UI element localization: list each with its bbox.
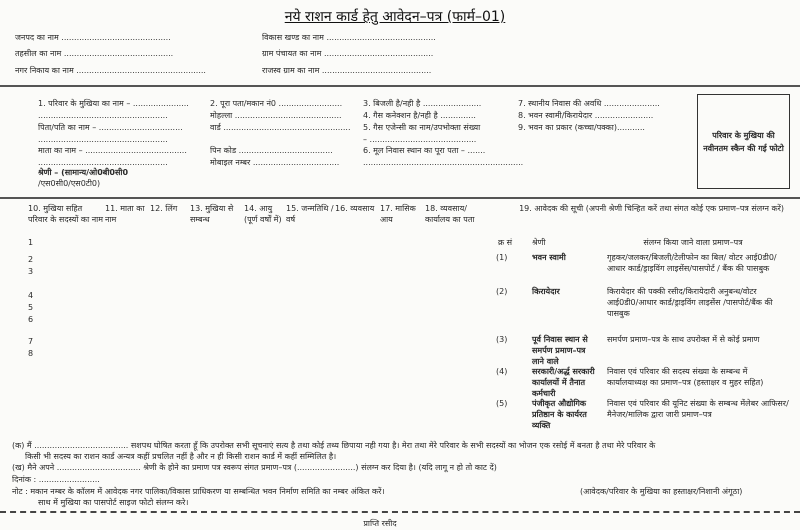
mother-name-field[interactable]: माता का नाम – ........................................ [38, 146, 187, 155]
applicant-row-number[interactable]: (2) [496, 287, 508, 296]
receipt-heading: प्राप्ति रसीद [363, 519, 397, 528]
mohalla-field[interactable]: मोहल्ला .......................................... [210, 111, 342, 120]
member-row-number: 7 [28, 337, 34, 346]
declaration-ka: (क) मैं ..................................... सशपथ घोषित करता हूँ कि उपरोक्त सभी सूचनाएं सत्य है तथा कोई तथ्य छिपाया नही गया है। मेरा तथा मेरे परिवार के सभी सदस्यों का भोजन एक रसोई में बनता है तथा मेरे परिवार के [12, 441, 656, 450]
applicant-row-document: समर्पण प्रमाण–पत्र के साथ उपरोक्त में से कोई प्रमाण [607, 335, 760, 344]
address-field[interactable]: 2. पूरा पता/मकान नं0 ......................... [210, 99, 343, 108]
photo-box[interactable]: परिवार के मुखिया की नवीनतम स्कैन की गई फोटो [697, 94, 790, 189]
member-col-header: 16. व्यवसाय [335, 204, 375, 213]
applicant-row-category: पूर्व निवास स्थान से समर्पण प्रमाण–पत्र लाने वाले [532, 335, 588, 366]
mobile-field[interactable]: मोबाइल नम्बर .................................. [210, 158, 340, 167]
applicant-row-number[interactable]: (5) [496, 399, 508, 408]
member-row-number: 4 [28, 291, 34, 300]
building-type-field[interactable]: 9. भवन का प्रकार (कच्चा/पक्का)........... [518, 123, 645, 132]
head-name-line[interactable]: ................................................... [38, 111, 168, 120]
applicant-row-category: किरायेदार [532, 287, 560, 296]
owner-tenant-field[interactable]: 8. भवन स्वामी/किरायेदार ....................... [518, 111, 654, 120]
member-row-number: 2 [28, 255, 34, 264]
vikas-khand-field[interactable]: विकास खण्ड का नाम ........................................... [262, 33, 436, 42]
member-col-header: 14. आयु (पूर्ण वर्षों में) [244, 204, 282, 224]
divider [0, 85, 800, 87]
member-col-header: 10. मुखिया सहित परिवार के सदस्यों का नाम [28, 204, 103, 224]
member-row-number: 5 [28, 303, 34, 312]
gas-connection-field[interactable]: 4. गैस कनेक्शन है/नही है .............. [363, 111, 476, 120]
member-col-header: 17. मासिक आय [380, 204, 416, 224]
father-name-field[interactable]: पिता/पति का नाम – ................................. [38, 123, 183, 132]
date-field[interactable]: दिनांक : ........................ [12, 475, 100, 484]
member-row-number: 3 [28, 267, 34, 276]
gas-agency-field[interactable]: 5. गैस एजेन्सी का नाम/उपभोक्ता संख्या [363, 123, 481, 132]
note-2: साथ में मुखिया का पासपोर्ट साइज फोटो संलग्न करे। [38, 498, 189, 507]
member-col-header: 15. जन्मतिथि /वर्ष [286, 204, 334, 224]
applicant-row-document: किरायेदार की पक्की रसीद/किरायेदारी अनुबन्ध/वोटर आई0डी0/आधार कार्ड/ड्राइविंग लाइसेंस /पासपोर्ट/बैंक की पासबुक [607, 287, 773, 318]
ward-field[interactable]: वार्ड .................................................. [210, 123, 351, 132]
col-document: संलग्न किया जाने वाला प्रमाण–पत्र [643, 238, 743, 247]
declaration-ka-2: किसी भी सदस्य का राशन कार्ड अन्यत्र कहीं प्रचलित नहीं है और न ही किसी राशन कार्ड में कहीं सम्मिलित है। [25, 452, 337, 461]
member-col-header: 11. माता का नाम [105, 204, 145, 224]
form-title: नये राशन कार्ड हेतु आवेदन–पत्र (फार्म–01) [284, 9, 506, 25]
member-row-number: 8 [28, 349, 34, 358]
rajasva-gram-field[interactable]: राजस्व ग्राम का नाम ........................................... [262, 66, 432, 75]
col-category: श्रेणी [532, 238, 546, 247]
mother-name-line[interactable]: ................................................... [38, 158, 168, 167]
member-col-header: 13. मुखिया से सम्बन्ध [190, 204, 234, 224]
applicant-row-number[interactable]: (1) [496, 253, 508, 262]
electricity-field[interactable]: 3. बिजली है/नही है ....................... [363, 99, 482, 108]
member-col-header: 18. व्यवसाय/ कार्यालय का पता [425, 204, 475, 224]
member-row-number: 1 [28, 238, 34, 247]
applicant-row-category: भवन स्वामी [532, 253, 566, 262]
native-address-field[interactable]: 6. मूल निवास स्थान का पूरा पता – ....... [363, 146, 486, 155]
applicant-row-document: निवास एवं परिवार की यूनिट संख्या के सम्बन्ध मेंलेबर आफिसर/मैनेजर/मालिक द्वारा जारी प्रमाण–पत्र [607, 399, 789, 419]
applicant-row-category: पंजीकृत औद्योगिक प्रतिष्ठान के कार्यरत व्यक्ति [532, 399, 587, 430]
nagar-nikay-field[interactable]: नगर निकाय का नाम ................................................... [15, 66, 206, 75]
applicant-row-number[interactable]: (3) [496, 335, 508, 344]
category-field[interactable]: श्रेणी – (सामान्य/ओ0बी0सी0 [38, 168, 129, 177]
applicant-list-heading: 19. आवेदक की सूची (अपनी श्रेणी चिन्हित करें तथा संगत कोई एक प्रमाण–पत्र संलग्न करें) [519, 204, 784, 213]
declaration-kha: (ख) मैने अपने ................................. श्रेणी के होने का प्रमाण पत्र स्वरूप संगत प्रमाण–पत्र (.......................) संलग्न कर दिया है। (यदि लागू न हो तो काट दें) [12, 463, 497, 472]
gas-agency-line[interactable]: – .......................................... [363, 135, 477, 144]
tehsil-field[interactable]: तहसील का नाम ........................................... [15, 49, 174, 58]
native-address-line[interactable]: ............................................................... [363, 158, 524, 167]
head-name-field[interactable]: 1. परिवार के मुखिया का नाम – ...................... [38, 99, 189, 108]
residence-duration-field[interactable]: 7. स्थानीय निवास की अवधि ...................... [518, 99, 660, 108]
note: नोट : मकान नम्बर के कॉलम में आवेदक नगर पालिका/विकास प्राधिकरण या सम्बन्धित भवन निर्माण समिति का नम्बर अंकित करें। [12, 487, 385, 496]
pincode-field[interactable]: पिन कोड ..................................... [210, 146, 333, 155]
member-col-header: 12. लिंग [150, 204, 178, 213]
applicant-row-category: सरकारी/अर्द्ध सरकारी कार्यालयों में तैनात कर्मचारी [532, 367, 595, 398]
cut-line [0, 511, 800, 513]
janpad-field[interactable]: जनपद का नाम ........................................... [15, 33, 171, 42]
signature-field[interactable]: (आवेदक/परिवार के मुखिया का हस्ताक्षर/निशानी अंगूठा) [580, 487, 743, 496]
applicant-row-number[interactable]: (4) [496, 367, 508, 376]
member-row-number: 6 [28, 315, 34, 324]
father-name-line[interactable]: ................................................... [38, 135, 168, 144]
applicant-row-document: निवास एवं परिवार की सदस्य संख्या के सम्बन्ध में कार्यालयाध्यक्ष का प्रमाण–पत्र (हस्ताक्षर व मुहर सहित) [607, 367, 764, 387]
gram-panchayat-field[interactable]: ग्राम पंचायत का नाम ........................................... [262, 49, 434, 58]
divider [0, 197, 800, 199]
applicant-row-document: गृहकर/जलकर/बिजली/टेलीफोन का बिल/ वोटर आई0डी0/आधार कार्ड/ड्राइविंग लाइसेंस/पासपोर्ट / बैंक की पासबुक [607, 253, 777, 273]
category-options: /एस0सी0/एस0टी0) [38, 179, 101, 188]
col-serial: क्र सं [498, 238, 513, 247]
